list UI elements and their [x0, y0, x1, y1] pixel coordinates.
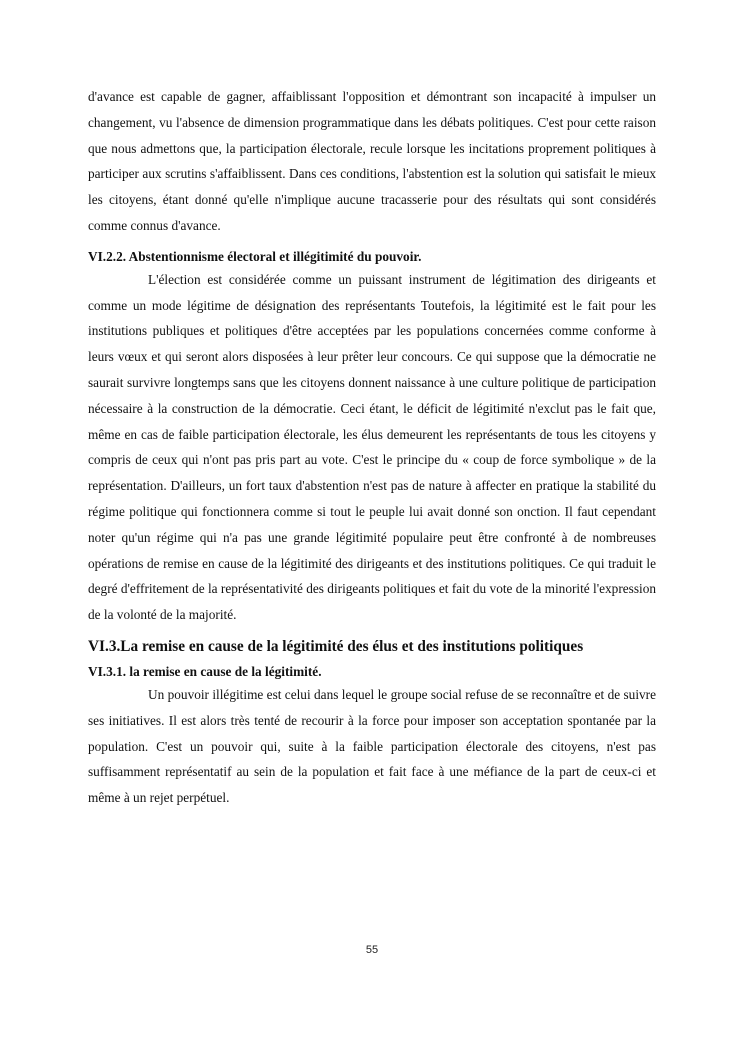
- paragraph-legitimacy: L'élection est considérée comme un puissant instrument de légitimation des dirigeants et comme un mode légitime de désignation des représentants Toutefois, la légitimité est le fait pour les institutions publiques et politiques d'être acceptées par les populations concernées comme conforme à leurs vœux et qui seront alors disposées à leur prêter leur concours. Ce qui suppose que la démocratie ne saurait survivre longtemps sans que les citoyens donnent naissance à une culture politique de participation nécessaire à la construction de la démocratie. Ceci étant, le déficit de légitimité n'exclut pas le fait que, même en cas de faible participation électorale, les élus demeurent les représentants de tous les citoyens y compris de ceux qui n'ont pas pris part au vote. C'est le principe du « coup de force symbolique » de la représentation. D'ailleurs, un fort taux d'abstention n'est pas de nature à affecter en pratique la stabilité du régime politique qui fonctionnera comme si tout le peuple lui avait donné son onction. Il faut cependant noter qu'un régime qui n'a pas une grande légitimité populaire peut être confronté à de nombreuses opérations de remise en cause de la légitimité des dirigeants et des institutions politiques. Ce qui traduit le degré d'effritement de la représentativité des dirigeants politiques et fait du vote de la minorité l'expression de la volonté de la majorité.: [88, 271, 656, 623]
- heading-vi-2-2: VI.2.2. Abstentionnisme électoral et illégitimité du pouvoir.: [88, 248, 422, 264]
- paragraph-illegitimate: Un pouvoir illégitime est celui dans lequel le groupe social refuse de se reconnaître et de suivre ses initiatives. Il est alors très tenté de recourir à la force pour imposer son acceptation spontanée par la population. C'est un pouvoir qui, suite à la faible participation électorale des citoyens, n'est pas suffisamment représentatif au sein de la population et fait face à une méfiance de la part de ceux-ci et même à un rejet perpétuel.: [88, 686, 656, 806]
- heading-vi-3-1: VI.3.1. la remise en cause de la légitimité.: [88, 663, 322, 679]
- page-number: 55: [365, 944, 379, 956]
- paragraph-intro: d'avance est capable de gagner, affaiblissant l'opposition et démontrant son incapacité à impulser un changement, vu l'absence de dimension programmatique dans les débats politiques. C'est pour cette raison que nous admettons que, la participation électorale, recule lorsque les incitations proprement politiques à participer aux scrutins s'affaiblissent. Dans ces conditions, l'abstention est la solution qui satisfait le mieux les citoyens, étant donné qu'elle n'implique aucune tracasserie pour des résultats qui sont considérés comme connus d'avance.: [88, 89, 656, 233]
- heading-vi-3: VI.3.La remise en cause de la légitimité des élus et des institutions politiques: [88, 637, 584, 655]
- document-page: [88, 84, 656, 811]
